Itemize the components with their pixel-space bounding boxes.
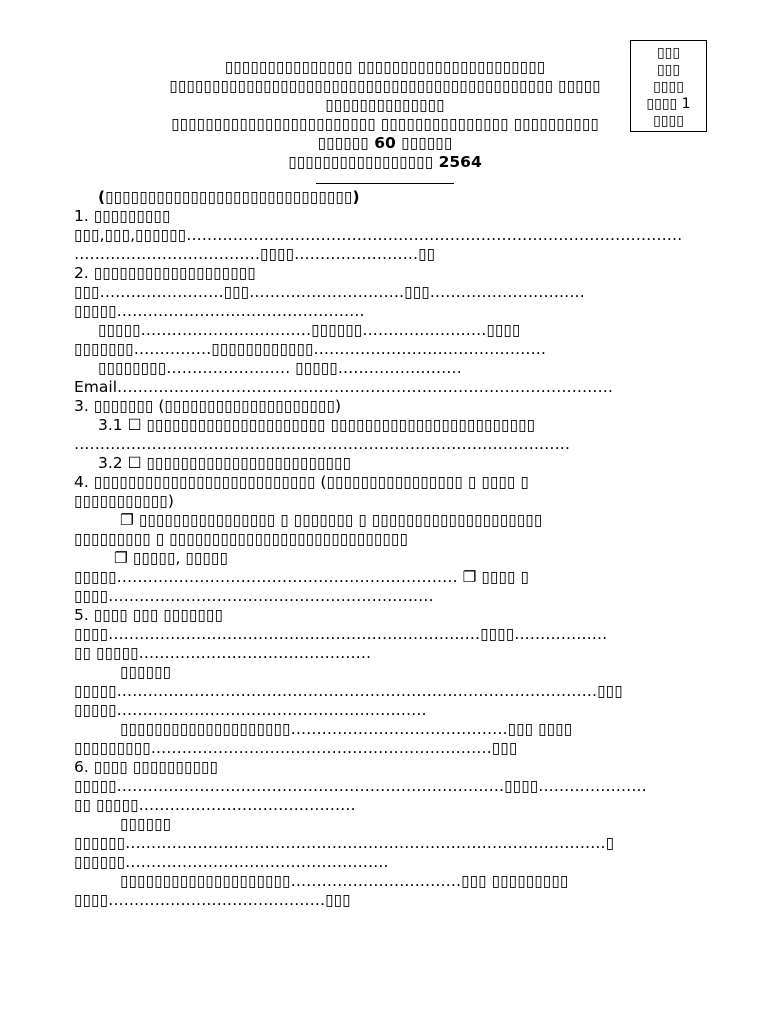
form-title-line-4: ▯▯▯▯▯▯▯▯▯▯▯▯▯▯▯▯▯▯▯▯▯▯▯▯ ▯▯▯▯▯▯▯▯▯▯▯▯▯▯▯ ▯▯▯▯▯▯▯▯▯▯ [171,115,599,133]
section-4-heading: 4. ▯▯▯▯▯▯▯▯▯▯▯▯▯▯▯▯▯▯▯▯▯▯▯▯▯▯ (▯▯▯▯▯▯▯▯▯▯▯▯▯▯▯▯ ▯ ▯▯▯▯ ▯ [74,473,529,491]
section-6-line-4[interactable]: ▯▯▯▯▯▯…………………………………………… [74,853,389,871]
form-title-line-1: ▯▯▯▯▯▯▯▯▯▯▯▯▯▯▯ ▯▯▯▯▯▯▯▯▯▯▯▯▯▯▯▯▯▯▯▯▯▯ [224,58,546,76]
section-5-line-1[interactable]: ▯▯▯▯………………………………………………………………▯▯▯▯……………… [74,625,608,643]
section-6-subheading: ▯▯▯▯▯▯ [120,815,172,833]
form-title-line-3: ▯▯▯▯▯▯▯▯▯▯▯▯▯▯ [325,96,445,114]
title-underline [316,183,454,184]
section-5-line-6[interactable]: ▯▯▯▯▯▯▯▯▯…………………………………………………………▯▯▯ [74,739,518,757]
section-5-subheading: ▯▯▯▯▯▯ [120,663,172,681]
instruction-note: (▯▯▯▯▯▯▯▯▯▯▯▯▯▯▯▯▯▯▯▯▯▯▯▯▯▯▯▯▯) [98,188,360,206]
email-line[interactable]: Email…………………………………………………………………………………… [74,378,614,396]
section-2-heading: 2. ▯▯▯▯▯▯▯▯▯▯▯▯▯▯▯▯▯▯▯ [74,264,256,282]
form-number-line: ▯▯▯▯ [653,79,684,95]
address-line-4[interactable]: ▯▯▯▯▯▯▯……………▯▯▯▯▯▯▯▯▯▯▯▯……………………………………… [74,340,547,358]
document-body [74,58,696,910]
option-4-a-cont: ▯▯▯▯▯▯▯▯▯ ▯ ▯▯▯▯▯▯▯▯▯▯▯▯▯▯▯▯▯▯▯▯▯▯▯▯▯▯▯▯ [74,530,408,548]
address-line-2[interactable]: ▯▯▯▯▯………………………………………… [74,302,365,320]
option-4-c-fill[interactable]: ▯▯▯▯……………………………………………………… [74,587,434,605]
section-6-line-5[interactable]: ▯▯▯▯▯▯▯▯▯▯▯▯▯▯▯▯▯▯▯▯……………………………▯▯▯ ▯▯▯▯▯▯▯▯▯ [120,872,569,890]
address-line-1[interactable]: ▯▯▯……………………▯▯▯…………………………▯▯▯………………………… [74,283,585,301]
option-3-2[interactable]: 3.2 ☐ ▯▯▯▯▯▯▯▯▯▯▯▯▯▯▯▯▯▯▯▯▯▯▯▯ [98,454,352,472]
section-5-line-3[interactable]: ▯▯▯▯▯…………………………………………………………………………………▯▯▯ [74,682,623,700]
form-number-line: ▯▯▯ [656,45,681,61]
section-5-line-5[interactable]: ▯▯▯▯▯▯▯▯▯▯▯▯▯▯▯▯▯▯▯▯……………………………………▯▯▯ ▯▯▯▯ [120,720,573,738]
section-5-heading: 5. ▯▯▯▯ ▯▯▯ ▯▯▯▯▯▯▯ [74,606,223,624]
section-6-line-2[interactable]: ▯▯ ▯▯▯▯▯…………………………………… [74,796,356,814]
address-line-3[interactable]: ▯▯▯▯▯……………………………▯▯▯▯▯▯……………………▯▯▯▯ [98,321,521,339]
section-6-line-3[interactable]: ▯▯▯▯▯▯…………………………………………………………………………………▯ [74,834,615,852]
phone-line[interactable]: ▯▯▯▯▯▯▯▯…………………… ▯▯▯▯▯…………………… [98,359,462,377]
section-4-heading-cont: ▯▯▯▯▯▯▯▯▯▯▯) [74,492,174,510]
section-3-heading: 3. ▯▯▯▯▯▯▯ (▯▯▯▯▯▯▯▯▯▯▯▯▯▯▯▯▯▯▯▯) [74,397,342,415]
option-3-1-fill[interactable]: …………………………………………………………………………………… [74,435,570,453]
form-number-line: ▯▯▯▯ 1 [646,96,691,112]
option-4-a[interactable]: ❐ ▯▯▯▯▯▯▯▯▯▯▯▯▯▯▯▯ ▯ ▯▯▯▯▯▯▯ ▯ ▯▯▯▯▯▯▯▯▯▯▯▯▯▯▯▯▯▯▯▯ [120,511,543,529]
section-5-line-2[interactable]: ▯▯ ▯▯▯▯▯……………………………………… [74,644,372,662]
form-title-year: ▯▯▯▯▯▯▯▯▯▯▯▯▯▯▯▯▯ 2564 [288,153,482,171]
option-4-b[interactable]: ❐ ▯▯▯▯▯, ▯▯▯▯▯ [114,549,228,567]
section-6-line-6[interactable]: ▯▯▯▯……………………………………▯▯▯ [74,891,351,909]
form-title-line-2: ▯▯▯▯▯▯▯▯▯▯▯▯▯▯▯▯▯▯▯▯▯▯▯▯▯▯▯▯▯▯▯▯▯▯▯▯▯▯▯▯▯▯▯▯▯ ▯▯▯▯▯ [169,77,601,95]
option-4-b-fill[interactable]: ▯▯▯▯▯………………………………………………………… ❐ ▯▯▯▯ ▯ [74,568,529,586]
option-3-1[interactable]: 3.1 ☐ ▯▯▯▯▯▯▯▯▯▯▯▯▯▯▯▯▯▯▯▯▯ ▯▯▯▯▯▯▯▯▯▯▯▯▯▯▯▯▯▯▯▯▯▯▯▯ [98,416,536,434]
form-title-line-5: ▯▯▯▯▯▯ 60 ▯▯▯▯▯▯ [317,134,453,152]
section-1-heading: 1. ▯▯▯▯▯▯▯▯▯ [74,207,171,225]
form-number-line: ▯▯▯ [656,62,681,78]
name-field-line[interactable]: ▯▯▯,▯▯▯,▯▯▯▯▯▯…………………………………………………………………………………… [74,226,683,244]
form-number-line: ▯▯▯▯ [653,113,684,129]
name-field-line-cont[interactable]: ………………………………▯▯▯▯……………………▯▯ [74,245,436,263]
section-6-heading: 6. ▯▯▯▯ ▯▯▯▯▯▯▯▯▯▯ [74,758,219,776]
section-6-line-1[interactable]: ▯▯▯▯▯…………………………………………………………………▯▯▯▯………………… [74,777,647,795]
section-5-line-4[interactable]: ▯▯▯▯▯…………………………………………………… [74,701,427,719]
